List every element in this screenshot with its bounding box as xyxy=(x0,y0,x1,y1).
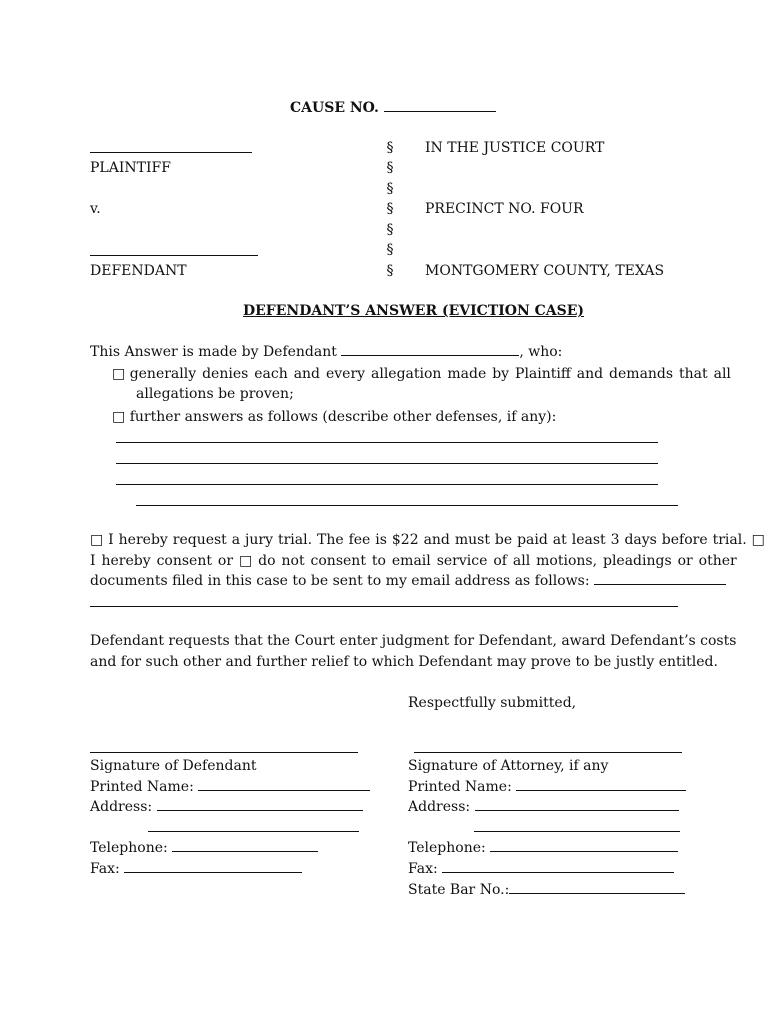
attorney-fax-label: Fax: xyxy=(408,861,438,877)
attorney-printed-name-row xyxy=(408,778,686,796)
defendant-printed-name-label: Printed Name: xyxy=(90,779,194,795)
general-denial-checkbox[interactable]: □ xyxy=(112,366,126,382)
section-symbol: § xyxy=(386,222,394,238)
closing-text: Respectfully submitted, xyxy=(408,695,577,711)
email-address-field[interactable] xyxy=(594,572,726,585)
defendant-signature-label: Signature of Defendant xyxy=(90,758,257,774)
general-denial-text-cont: allegations be proven; xyxy=(136,386,294,402)
plaintiff-name-field[interactable] xyxy=(90,152,252,153)
defendant-name-field[interactable] xyxy=(90,255,258,256)
defendant-telephone-row xyxy=(90,839,318,857)
section-symbol: § xyxy=(386,140,394,156)
defendant-address-field-2[interactable] xyxy=(148,831,359,832)
judgment-request-text-cont: and for such other and further relief to which Defendant may prove to be justly entitled. xyxy=(90,654,718,670)
attorney-address-field[interactable] xyxy=(475,798,679,811)
attorney-address-row xyxy=(408,798,679,816)
plaintiff-label: PLAINTIFF xyxy=(90,160,171,176)
general-denial-option xyxy=(112,365,731,383)
attorney-printed-name-label: Printed Name: xyxy=(408,779,512,795)
court-name: IN THE JUSTICE COURT xyxy=(425,140,605,156)
defendant-fax-label: Fax: xyxy=(90,861,120,877)
cause-number-label xyxy=(290,99,496,117)
email-address-row xyxy=(90,572,726,590)
cause-number-text: CAUSE NO. xyxy=(290,100,379,116)
further-answer-option xyxy=(112,408,556,426)
further-answer-text: further answers as follows (describe other defenses, if any): xyxy=(129,409,557,425)
defense-line-2[interactable] xyxy=(116,463,658,464)
judgment-request-text: Defendant requests that the Court enter judgment for Defendant, award Defendant’s costs xyxy=(90,633,737,649)
attorney-signature-field[interactable] xyxy=(414,752,682,753)
cause-number-field[interactable] xyxy=(384,99,496,112)
section-symbol: § xyxy=(386,201,394,217)
attorney-fax-field[interactable] xyxy=(442,860,674,873)
defendant-signature-field[interactable] xyxy=(90,752,358,753)
document-title: DEFENDANT’S ANSWER (EVICTION CASE) xyxy=(243,303,585,319)
email-address-line-2[interactable] xyxy=(90,606,678,607)
attorney-telephone-label: Telephone: xyxy=(408,840,486,856)
defense-line-4[interactable] xyxy=(136,505,678,506)
further-answer-checkbox[interactable]: □ xyxy=(112,409,126,425)
defendant-telephone-label: Telephone: xyxy=(90,840,168,856)
answer-intro-suffix: , who: xyxy=(519,344,563,360)
attorney-address-field-2[interactable] xyxy=(474,831,680,832)
defense-line-1[interactable] xyxy=(116,442,658,443)
defendant-address-row xyxy=(90,798,363,816)
section-symbol: § xyxy=(386,263,394,279)
answer-intro-text: This Answer is made by Defendant xyxy=(90,344,337,360)
section-symbol: § xyxy=(386,242,394,258)
defendant-telephone-field[interactable] xyxy=(172,839,318,852)
attorney-state-bar-row xyxy=(408,881,685,899)
general-denial-text: generally denies each and every allegation made by Plaintiff and demands that all xyxy=(129,366,731,382)
attorney-printed-name-field[interactable] xyxy=(516,778,686,791)
attorney-signature-label: Signature of Attorney, if any xyxy=(408,758,609,774)
defense-line-3[interactable] xyxy=(116,484,658,485)
section-symbol: § xyxy=(386,181,394,197)
email-consent-text: I hereby consent or □ do not consent to email service of all motions, pleadings or other xyxy=(90,553,737,569)
section-symbol: § xyxy=(386,160,394,176)
attorney-state-bar-label: State Bar No.: xyxy=(408,882,510,898)
defendant-fax-row xyxy=(90,860,302,878)
attorney-telephone-row xyxy=(408,839,678,857)
defendant-fax-field[interactable] xyxy=(124,860,302,873)
attorney-telephone-field[interactable] xyxy=(490,839,678,852)
defendant-address-label: Address: xyxy=(90,799,153,815)
defendant-answer-name-field[interactable] xyxy=(341,343,519,356)
precinct-label: PRECINCT NO. FOUR xyxy=(425,201,584,217)
versus-label: v. xyxy=(90,201,101,217)
attorney-state-bar-field[interactable] xyxy=(509,881,685,894)
defendant-address-field[interactable] xyxy=(157,798,363,811)
county-label: MONTGOMERY COUNTY, TEXAS xyxy=(425,263,665,279)
email-consent-text-cont: documents filed in this case to be sent to my email address as follows: xyxy=(90,573,590,589)
defendant-printed-name-row xyxy=(90,778,370,796)
attorney-fax-row xyxy=(408,860,674,878)
answer-intro xyxy=(90,343,562,361)
defendant-printed-name-field[interactable] xyxy=(198,778,370,791)
jury-request-text: □ I hereby request a jury trial. The fee is $22 and must be paid at least 3 days before trial. □ xyxy=(90,532,765,548)
defendant-label: DEFENDANT xyxy=(90,263,187,279)
attorney-address-label: Address: xyxy=(408,799,471,815)
